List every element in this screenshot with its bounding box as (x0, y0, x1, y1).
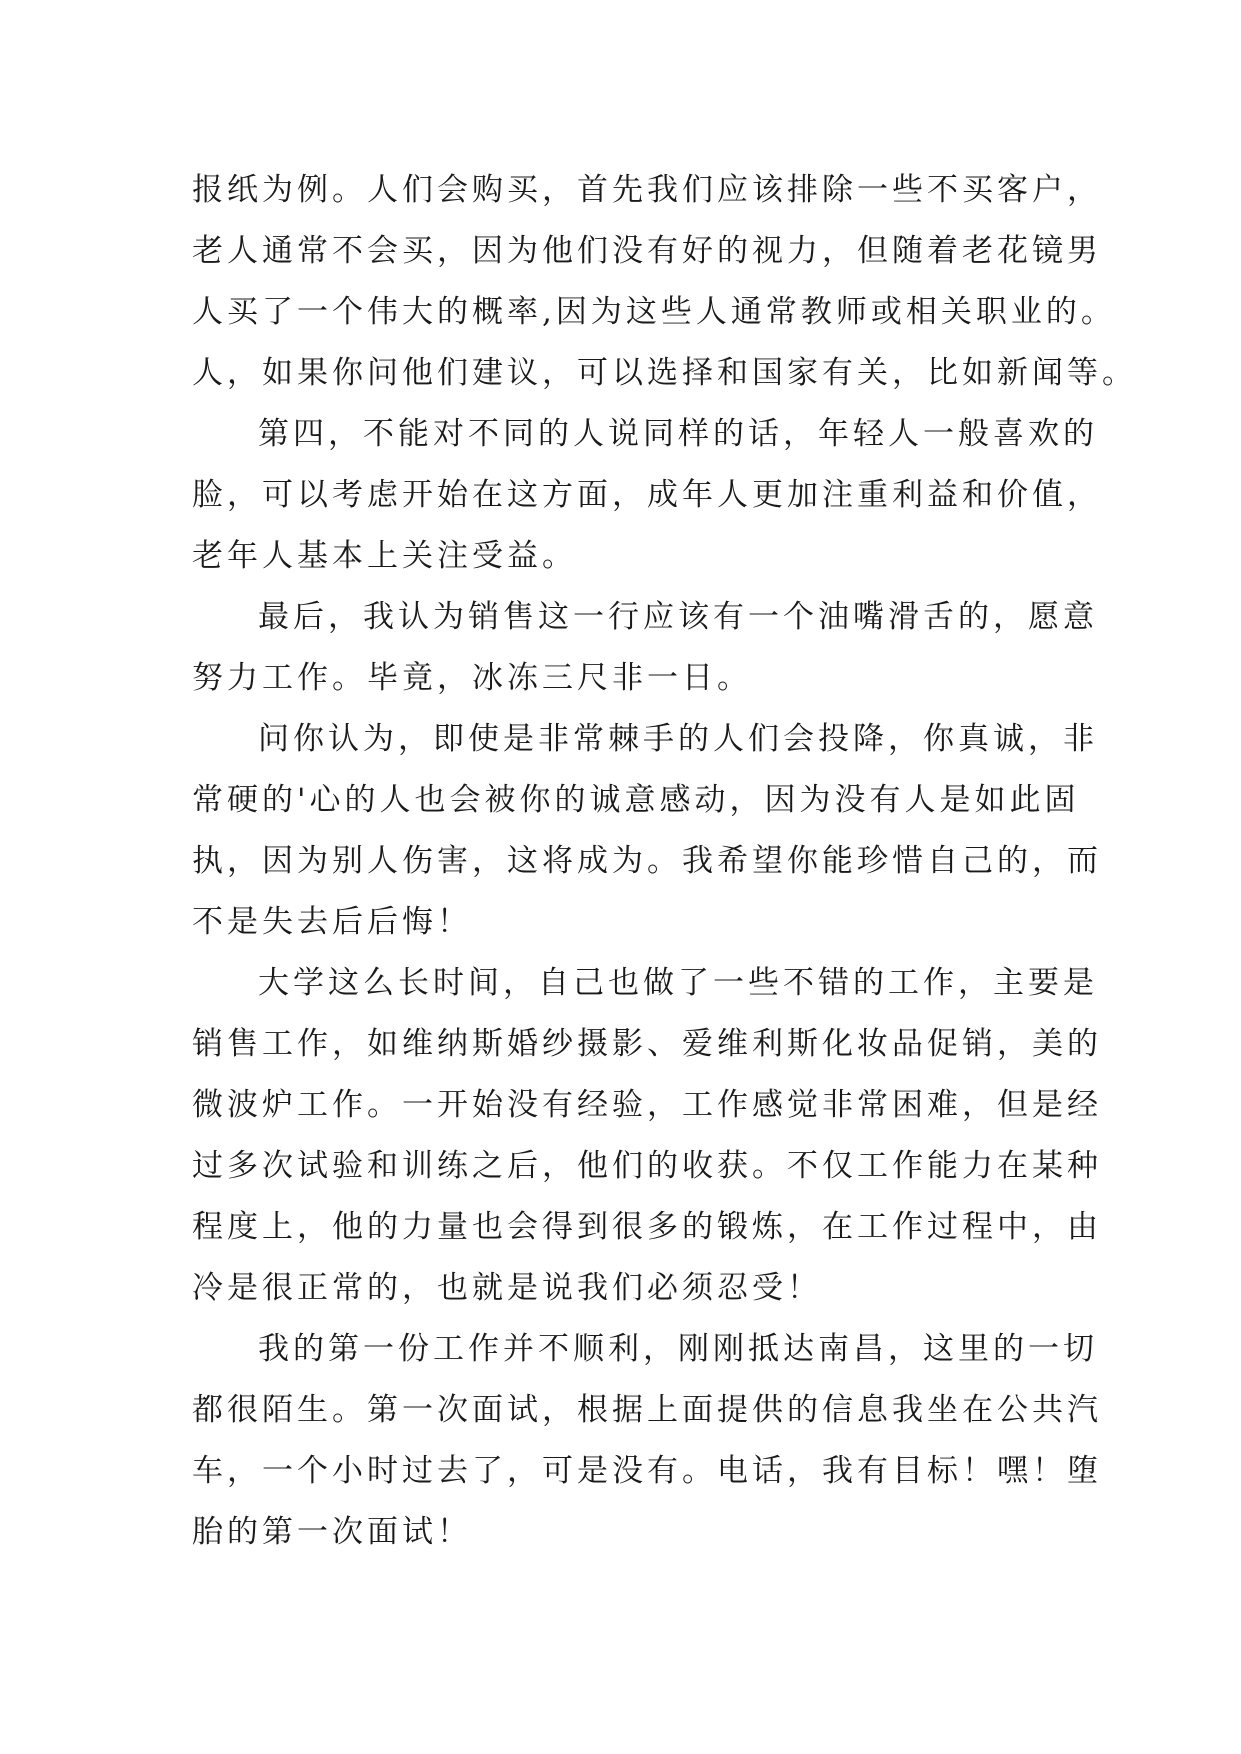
text-line: 程度上，他的力量也会得到很多的锻炼，在工作过程中，由 (192, 1209, 1102, 1245)
text-line: 执，因为别人伤害，这将成为。我希望你能珍惜自己的，而 (192, 843, 1102, 879)
document-body (192, 160, 1137, 1563)
text-line: 最后，我认为销售这一行应该有一个油嘴滑舌的，愿意 (258, 599, 1098, 635)
text-line: 常硬的'心的人也会被你的诚意感动，因为没有人是如此固 (192, 782, 1080, 818)
text-line: 过多次试验和训练之后，他们的收获。不仅工作能力在某种 (192, 1148, 1102, 1184)
text-line: 努力工作。毕竟，冰冻三尺非一日。 (192, 660, 752, 696)
text-line: 老人通常不会买，因为他们没有好的视力，但随着老花镜男 (192, 233, 1102, 269)
text-line: 冷是很正常的，也就是说我们必须忍受！ (192, 1270, 822, 1306)
text-line: 大学这么长时间，自己也做了一些不错的工作，主要是 (258, 965, 1098, 1001)
text-line: 我的第一份工作并不顺利，刚刚抵达南昌，这里的一切 (258, 1331, 1098, 1367)
text-line: 都很陌生。第一次面试，根据上面提供的信息我坐在公共汽 (192, 1392, 1102, 1428)
text-line: 人买了一个伟大的概率,因为这些人通常教师或相关职业的。 (192, 294, 1116, 330)
text-line: 不是失去后后悔！ (192, 904, 472, 940)
text-line: 微波炉工作。一开始没有经验，工作感觉非常困难，但是经 (192, 1087, 1102, 1123)
text-line: 脸，可以考虑开始在这方面，成年人更加注重利益和价值， (192, 477, 1102, 513)
text-line: 第四，不能对不同的人说同样的话，年轻人一般喜欢的 (258, 416, 1098, 452)
text-line: 车，一个小时过去了，可是没有。电话，我有目标！嘿！堕 (192, 1453, 1102, 1489)
text-line: 销售工作，如维纳斯婚纱摄影、爱维利斯化妆品促销，美的 (192, 1026, 1102, 1062)
text-line: 胎的第一次面试！ (192, 1514, 472, 1550)
text-line: 问你认为，即使是非常棘手的人们会投降，你真诚，非 (258, 721, 1098, 757)
text-line: 报纸为例。人们会购买，首先我们应该排除一些不买客户， (192, 172, 1102, 208)
text-line: 老年人基本上关注受益。 (192, 538, 577, 574)
text-line: 人，如果你问他们建议，可以选择和国家有关，比如新闻等。 (192, 355, 1137, 391)
